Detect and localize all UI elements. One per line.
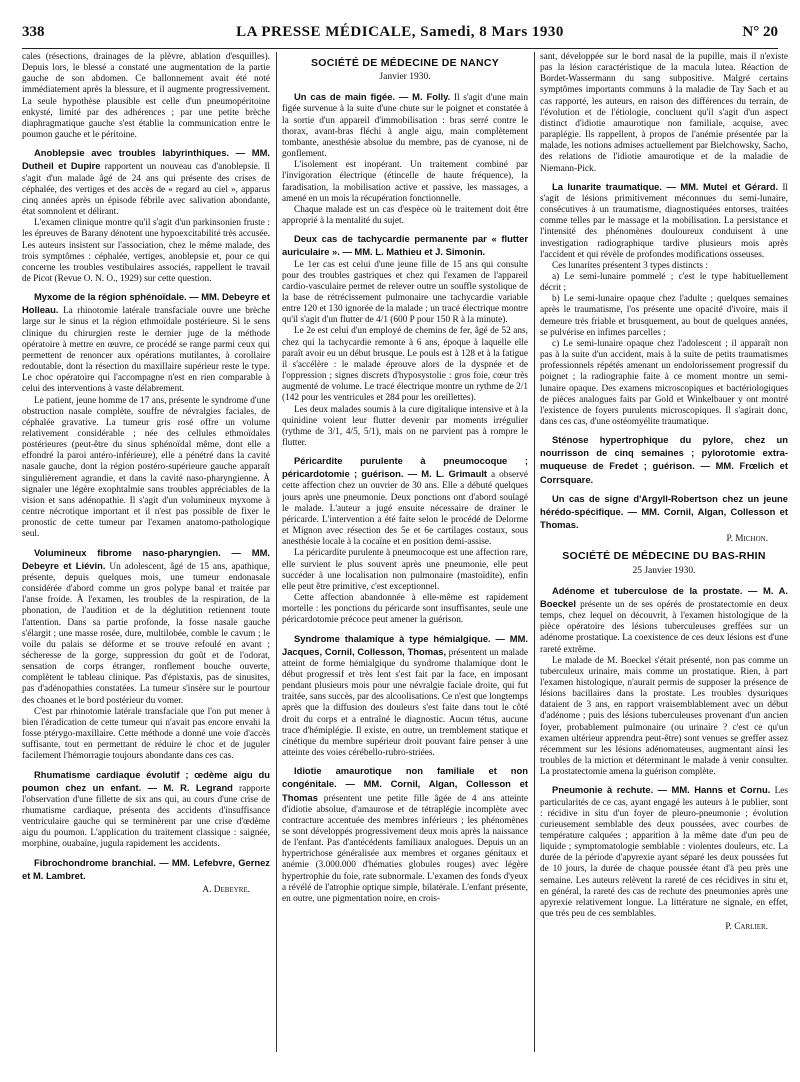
column-right	[540, 52, 788, 1062]
column-middle	[282, 52, 528, 1062]
paragraph: Le 2e est celui d'un employé de chemins de fer, âgé de 52 ans, chez qui la tachycardie remonte à 6 ans, époque à laquelle elle paraît avoir eu un début brusque. Le pouls est à 128 et à la fatigue il s'accélère : le malade éprouve alors de la dyspnée et de l'oppression ; signes discrets d'hyposystolie : gros foie, cœur très augmenté de volume. Le tracé électrique montre un rythme de 2/1 (142 pour les ventricules et 284 pour les oreillettes).	[282, 326, 528, 404]
paragraph: C'est par rhinotomie latérale transfaciale que l'on put mener à bien l'éradication de cette tumeur qui n'avait pas encore envahi la fosse ptérygo-maxillaire. Cette méthode a donné une voie d'accès suffisante, tout en permettant de réduire le choc et de juguler facilement l'hémorragie toujours abondante dans ces cas.	[22, 706, 270, 762]
paragraph: Les deux malades soumis à la cure digitalique intensive et à la quinidine voient leur flutter devenir par moments irrégulier (rythme de 3/1, 4/5, 5/1), mais on ne parvient pas à rompre le flutter.	[282, 404, 528, 448]
paragraph: sant, développée sur le bord nasal de la pupille, mais il n'existe pas la lésion caractéristique de la macula lutea. Réaction de Bordet-Wassermann du sang subpositive. Malgré certains symptômes importants communs à la maladie de Tay Sach et au cas rapporté, les auteurs, en raison des différences du terrain, de l'évolution et de l'étiologie, concluent qu'il s'agit d'un aspect distinct d'idiotie amaurotique non familiale, acquise, avec paraplégie. Ils rappellent, à propos de l'anémie présentée par la malade, les notions admises actuellement par Bielchowsky, Sacho, des relations de l'idiotie amaurotique et de la maladie de Niemann-Pick.	[540, 52, 788, 174]
article-heading: Adénome et tuberculose de la prostate. — M. A. Boeckel	[540, 584, 788, 609]
paragraph: La péricardite purulente à pneumocoque est une affection rare, elle survient le plus souvent après une pneumonie, elle peut succéder à une localisation non pulmonaire (mastoïdite), enfin elle peut être primitive, c'est exceptionnel.	[282, 548, 528, 592]
signature: P. Carlier.	[725, 922, 768, 933]
paragraph: présentent une petite fille âgée de 4 ans atteinte d'idiotie absolue, d'amaurose et de tétraplégie incomplète avec contracture accentuée des membres inférieurs ; les phénomènes se sont développés progressivement deux mois après la naissance de l'enfant. Pas d'antécédents familiaux analogues. Depuis un an hypertrichose généralisée aux membres et organes génitaux et anémie (3.000.000 d'hématies globules rouges) avec légère hypertrophie du foie, rate subnormale. L'examen des fonds d'yeux a révélé de l'atrophie optique simple, bilatérale. L'enfant présente, en outre, une pigmentation noire, en crois-	[282, 793, 528, 904]
paragraph: cales (résections, drainages de la plèvre, ablation d'esquilles). Depuis lors, le blessé a constaté une augmentation de la partie gauche de son abdomen. Ce ballonnement avait été noté immédiatement après la blessure, et il augmente progressivement. La seule hypothèse plausible est celle d'un pneumopéritoine enkysté, limité par des adhérences ; par une petite brèche diaphragmatique gauche s'est établie la communication entre le poumon gauche et le péritoine.	[22, 52, 270, 141]
column-left	[22, 52, 270, 1062]
page-number: 338	[22, 24, 45, 40]
paragraph: Le patient, jeune homme de 17 ans, présente le syndrome d'une obstruction nasale complète, souffre de névralgies faciales, de céphalée gravative. La tumeur gris rosé offre un volume relativement considérable ; née des cellules ethmoïdales postérieures (peut-être du sinus sphénoïdal même, dont elle a effondré la paroi antéro-inférieure), elle a pénétré dans la cavité nasale gauche, dont la région postéro-supérieure gauche apparaît singulièrement agrandie, et dans la cavité naso-pharyngienne. À signaler une légère exophtalmie sans troubles appréciables de la vision et sans adénopathie. Il s'agit d'un volumineux myxome à centre nécrotique important et il n'est pas possible de fixer le pronostic de cette tumeur par l'examen anatomo-pathologique seul.	[22, 395, 270, 540]
paragraph: présente un de ses opérés de prostatectomie en deux temps, chez lequel on découvrit, à l'examen histologique de la pièce opératoire des lésions tuberculeuses greffées sur un adénome prostatique. La coexistence de ces deux lésions est d'une rareté extrême.	[540, 599, 788, 655]
journal-title: LA PRESSE MÉDICALE, Samedi, 8 Mars 1930	[236, 24, 564, 40]
paragraph: Le 1er cas est celui d'une jeune fille de 15 ans qui consulte pour des troubles gastriques et chez qui l'examen de l'appareil cardio-vasculaire permet de relever outre un souffle systolique de la base de rétrécissement pulmonaire une tachycardie variable entre 120 et 130 ignorée de la malade ; un tracé électrique montre qu'il s'agit d'un flutter de 4/1 (600 P pour 150 R à la minute).	[282, 259, 528, 326]
article-heading: Rhumatisme cardiaque évolutif ; œdème aigu du poumon chez un enfant. — M. R. Legrand	[22, 768, 270, 793]
paragraph: La rhinotomie latérale transfaciale ouvre une brèche large sur le sinus et la région ethmoïdale postérieure. Si le sens clinique du chirurgien reste le dernier juge de la méthode opératoire à mettre en œuvre, ce procédé se range parmi ceux qui permettent de renoncer aux opérations mutilantes, à corollaire redoutable, dont la résection du maxillaire supérieur reste le type. Le choc opératoire qui l'accompagne n'est en rien comparable à celui des interventions à vaste délabrement.	[22, 306, 270, 395]
article-heading: Volumineux fibrome naso-pharyngien. — MM. Debeyre et Liévin.	[22, 546, 270, 571]
paragraph: Il s'agit de lésions primitivement méconnues du semi-lunaire, consécutives à un traumatisme, diagnostiquées entorses, traitées comme telles par le massage et la mobilisation. La persistance et l'intensité des phénomènes douloureux conduisent à une investigation radiographique tardive plusieurs mois après l'accident et qui révèle de profondes modifications osseuses.	[540, 182, 788, 260]
paragraph: L'examen clinique montre qu'il s'agit d'un parkinsonien fruste : les épreuves de Barany dénotent une hypoexcitabilité très accusée. Les auteurs insistent sur l'association, chez le même malade, des trois symptômes : céphalée, vertiges, anoblepsie et, pour ce qui concerne les troubles vestibulaires associés, rappellent le travail de Picot (Revue O. N. O., 1929) sur cette question.	[22, 218, 270, 284]
signature: A. Debeyre.	[202, 884, 250, 895]
paragraph: c) Le semi-lunaire opaque chez l'adolescent ; il apparaît non pas à la suite d'un accident, mais à la suite de petits traumatismes professionnels répétés amenant un endolorissement progressif du poignet ; la radiographie faite à ce moment montre un semi-lunaire opaque. Des examens microscopiques et bactériologiques de pièces analogues faits par Gold et Winkelbauer y ont montré l'existence de foyers purulents microscopiques. Il s'agirait donc, dans ces cas, d'une ostéomyélite traumatique.	[540, 338, 788, 427]
paragraph: b) Le semi-lunaire opaque chez l'adulte ; quelques semaines après le traumatisme, l'os présente une opacité d'ivoire, mais il demeure très friable et brusquement, au bout de quelques années, se pulvérise en infimes parcelles ;	[540, 294, 788, 338]
column-rule-1	[276, 52, 277, 1052]
article-heading: Pneumonie à rechute. — MM. Hanns et Cornu.	[552, 784, 771, 796]
paragraph: a) Le semi-lunaire pommelé ; c'est le type habituellement décrit ;	[540, 271, 788, 294]
paragraph: L'isolement est inopérant. Un traitement combiné par l'invigoration électrique (étincelle de haute fréquence), la faradisation, la mobilisation active et passive, les massages, a amené en un mois la récupération fonctionnelle.	[282, 160, 528, 204]
article-heading: Péricardite purulente à pneumocoque ; péricardotomie ; guérison. — M. L. Grimault	[282, 455, 528, 480]
article-heading: Myxome de la région sphénoïdale. — MM. Debeyre et Holleau.	[22, 291, 270, 316]
paragraph: Cette affection abandonnée à elle-même est rapidement mortelle : les ponctions du péricarde sont insuffisantes, seule une péricardotomie précoce peut amener la guérison.	[282, 593, 528, 626]
article-heading: Un cas de signe d'Argyll-Robertson chez un jeune hérédo-spécifique. — MM. Cornil, Algan, Collesson et Thomas.	[540, 492, 788, 531]
article-heading: Idiotie amaurotique non familiale et non congénitale. — MM. Cornil, Algan, Collesson et Thomas	[282, 765, 528, 803]
page-header	[22, 22, 778, 49]
section-date: Janvier 1930.	[379, 72, 431, 83]
paragraph: Chaque malade est un cas d'espèce où le traitement doit être approprié à la mentalité du sujet.	[282, 204, 528, 227]
article-heading: Anoblepsie avec troubles labyrinthiques. — MM. Dutheil et Dupire	[22, 147, 270, 172]
paragraph: Un adolescent, âgé de 15 ans, apathique, présente, depuis quelques mois, une tumeur endonasale considérée d'abord comme un gros polype banal et traitée par l'anse froide. À l'examen, les troubles de la respiration, de la phonation, de l'audition et de la déglutition retiennent toute l'attention. Dans sa partie profonde, la fosse nasale gauche s'élargit ; une masse rosée, dure, multilobée, comble le cavum ; le voile du palais se déforme et se trouve refoulé en avant ; sécheresse de la gorge, suppression du goût et de l'odorat, sensation de corps étranger, ronflement bouche ouverte, complètent le tableau clinique. Pas d'épistaxis, pas de sinusites, pas d'adénopathies constatées. La tumeur s'insère sur le pourtour des choanes et le bord postérieur du vomer.	[22, 561, 270, 706]
article-heading: Deux cas de tachycardie permanente par « flutter auriculaire ». — MM. L. Mathieu et J. Simonin.	[282, 233, 528, 258]
signature: P. Michon.	[726, 534, 768, 545]
section-title: SOCIÉTÉ DE MÉDECINE DE NANCY	[310, 57, 500, 69]
paragraph: Les particularités de ce cas, ayant engagé les auteurs à le publier, sont : récidive in situ d'un foyer de pleuro-pneumonie ; évolution curieusement semblable des deux poussées, avec courbes de température calquées ; apparition à la même date d'un peu de liquide ; symptomatologie semblable : violentes douleurs, etc. La durée de la période d'apyrexie ayant séparé les deux poussées fut de 10 jours, la durée de chaque poussée étant d'à peu près une semaine. Les auteurs relèvent la rareté de ces récidives in situ et, en général, la rareté des cas de rechute des pneumonies après une apyrexie relativement longue. La littérature ne signale, en effet, que très peu de ces semblables.	[540, 786, 788, 920]
paragraph: Le malade de M. Boeckel s'était présenté, non pas comme un tuberculeux urinaire, mais comme un prostatique. Rien, à part l'examen histologique, n'aurait permis de supposer la présence de lésions bacillaires dans la prostate. Les troubles dysuriques dataient de 3 ans, en rapport vraisemblablement avec un début d'adénome ; puis des lésions tuberculeuses provenant d'un ancien foyer, probablement pulmonaire (ou urinaire ? c'est ce qu'un examen ultérieur apprendra peut-être) sont venues se greffer assez récemment sur les lésions adénomateuses, augmentant ainsi les troubles de la miction et déterminant le malade à venir consulter. La prostatectomie amena la guérison complète.	[540, 655, 788, 778]
column-rule-2	[534, 52, 535, 1052]
paragraph: présentent un malade atteint de forme hémialgique du syndrome thalamique dont le début progressif et très lent s'est fait par la face, en imposant pendant plusieurs mois pour une névralgie faciale droite, qui fut traitée, sans succès, par des alcoolisations. Ce n'est que longtemps après que la diffusion des douleurs s'est faite dans tout le côté droit du corps et a entraîné le diagnostic. Aucun tétus, aucune trace d'hémiplégie. Il existe, en outre, un tremblement statique et cinétique du membre supérieur droit pouvant faire penser à une atteinte des voies cérébello-rubro-striées.	[282, 647, 528, 759]
section-date: 25 Janvier 1930.	[632, 565, 696, 576]
paragraph: Il s'agit d'une main figée survenue à la suite d'une chute sur le poignet et constatée à la sortie d'un appareil d'immobilisation : bras serré contre le thorax, avant-bras fléchi à angle aigu, main complètement tombante, anesthésie absolue du membre, pas de cyanose, ni de gonflement.	[282, 93, 528, 160]
article-heading: Syndrome thalamique à type hémialgique. — MM. Jacques, Cornil, Collesson, Thomas,	[282, 632, 528, 657]
paragraph: rapporte l'observation d'une fillette de six ans qui, au cours d'une crise de rhumatisme cardiaque, présenta des accidents d'insuffisance ventriculaire gauche qui se terminèrent par une crise d'œdème aigu du poumon. L'application du traitement classique : saignée, morphine, ouabaïne, jugula rapidement les accidents.	[22, 783, 270, 850]
article-heading: La lunarite traumatique. — MM. Mutel et Gérard.	[552, 180, 779, 192]
paragraph: rapportent un nouveau cas d'anoblepsie. Il s'agit d'un malade âgé de 24 ans qui présente des crises de céphalée, des vertiges et des accès de « regard au ciel », apparus cinq années après un épisode fébrile avec salivation abondante, état somnolent et délirant.	[22, 162, 270, 218]
paragraph: a observé cette affection chez un ouvrier de 30 ans. Elle a débuté quelques jours après une pneumonie. Deux ponctions ont d'abord soulagé le malade. L'auteur a jugé ensuite nécessaire de drainer le péricarde. L'intervention a été faite selon le procédé de Delorme et Mignon avec résection des 5e et 6e cartilages costaux, sous anesthésie locale à la cocaïne et en position demi-assise.	[282, 470, 528, 548]
article-heading: Sténose hypertrophique du pylore, chez un nourrisson de cinq semaines ; pylorotomie extra-muqueuse de Fredet ; guérison. — MM. Frœlich et Corrsquare.	[540, 434, 788, 485]
paragraph: Ces lunarites présentent 3 types distincts :	[552, 260, 708, 271]
article-heading: Fibrochondrome branchial. — MM. Lefebvre, Gernez et M. Lambret.	[22, 856, 270, 881]
article-heading: Un cas de main figée. — M. Folly.	[294, 91, 451, 103]
section-title: SOCIÉTÉ DE MÉDECINE DU BAS-RHIN	[562, 550, 766, 563]
issue-number: N° 20	[742, 24, 778, 40]
